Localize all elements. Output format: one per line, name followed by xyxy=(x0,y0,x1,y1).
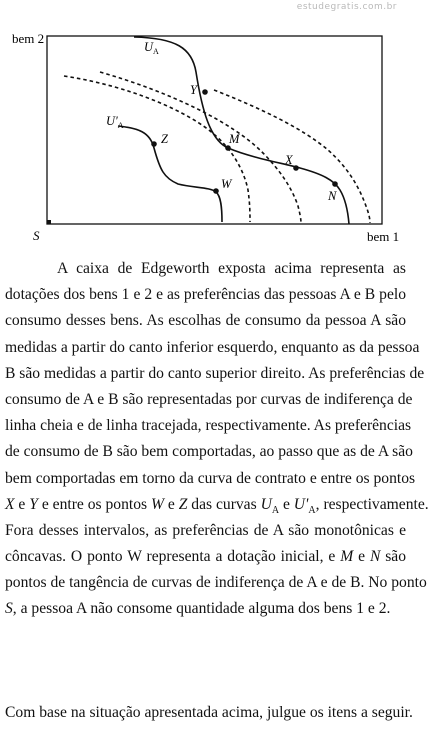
point-N xyxy=(332,181,338,187)
watermark: estudegratis.com.br xyxy=(296,2,397,12)
description-paragraph xyxy=(5,256,429,623)
question-prompt xyxy=(5,700,413,726)
origin-marker xyxy=(47,220,51,224)
label-Y: Y xyxy=(190,83,197,97)
paragraph-line: pontos de tangência de curvas de indiferença de A e de B. No ponto xyxy=(5,574,427,592)
curve-UA xyxy=(134,37,349,224)
edgeworth-box-svg xyxy=(0,0,411,250)
origin-label: S xyxy=(33,228,40,243)
paragraph-line: A caixa de Edgeworth exposta acima representa as xyxy=(57,260,406,277)
paragraph-line: linha cheia e de linha tracejada, respectivamente. As preferências xyxy=(5,417,412,435)
point-Y xyxy=(202,89,208,95)
point-M xyxy=(225,145,231,151)
paragraph-line-14: S, a pessoa A não consome quantidade alguma dos bens 1 e 2. xyxy=(5,600,391,618)
label-UA: $U_A$ xyxy=(144,40,159,56)
paragraph-line: consumo de A e B são representadas por curvas de indiferença de xyxy=(5,390,413,408)
label-UpA: $U'_A$ xyxy=(106,114,124,130)
curve-B-1 xyxy=(64,76,250,222)
x-axis-label: bem 1 xyxy=(367,229,400,244)
point-X xyxy=(293,165,299,171)
paragraph-line: bem comportadas em torno da curva de contrato e entre os pontos xyxy=(5,469,416,487)
paragraph-line: dotações dos bens 1 e 2 e as preferências das pessoas A e B pelo xyxy=(5,286,406,304)
label-M: M xyxy=(229,132,240,146)
label-Z: Z xyxy=(161,132,168,146)
paragraph-line-10: X e Y e entre os pontos W e Z das curvas $U_A$ e $U'_A$, respectivamente. xyxy=(5,495,429,516)
paragraph-line: B são medidas a partir do canto superior direito. As preferências de xyxy=(5,364,425,382)
paragraph-line: Fora desses intervalos, as preferências de A são monotônicas e xyxy=(5,521,406,539)
edgeworth-box-figure xyxy=(0,0,411,250)
paragraph-line-12: côncavas. O ponto W representa a dotação inicial, e M e N são xyxy=(5,548,407,566)
paragraph-line: de consumo de B são bem comportadas, ao passo que as de A são xyxy=(5,443,413,461)
point-Z xyxy=(151,141,157,147)
paragraph-line: medidas a partir do canto inferior esquerdo, enquanto as da pessoa xyxy=(5,338,420,356)
label-W: W xyxy=(221,177,232,191)
curve-UpA xyxy=(118,126,222,222)
point-W xyxy=(213,188,219,194)
paragraph-line: consumo desses bens. As escolhas de consumo da pessoa A são xyxy=(5,312,406,330)
question-text: Com base na situação apresentada acima, julgue os itens a seguir. xyxy=(5,704,413,721)
label-X: X xyxy=(285,153,293,167)
y-axis-label: bem 2 xyxy=(12,31,45,46)
label-N: N xyxy=(328,189,337,203)
